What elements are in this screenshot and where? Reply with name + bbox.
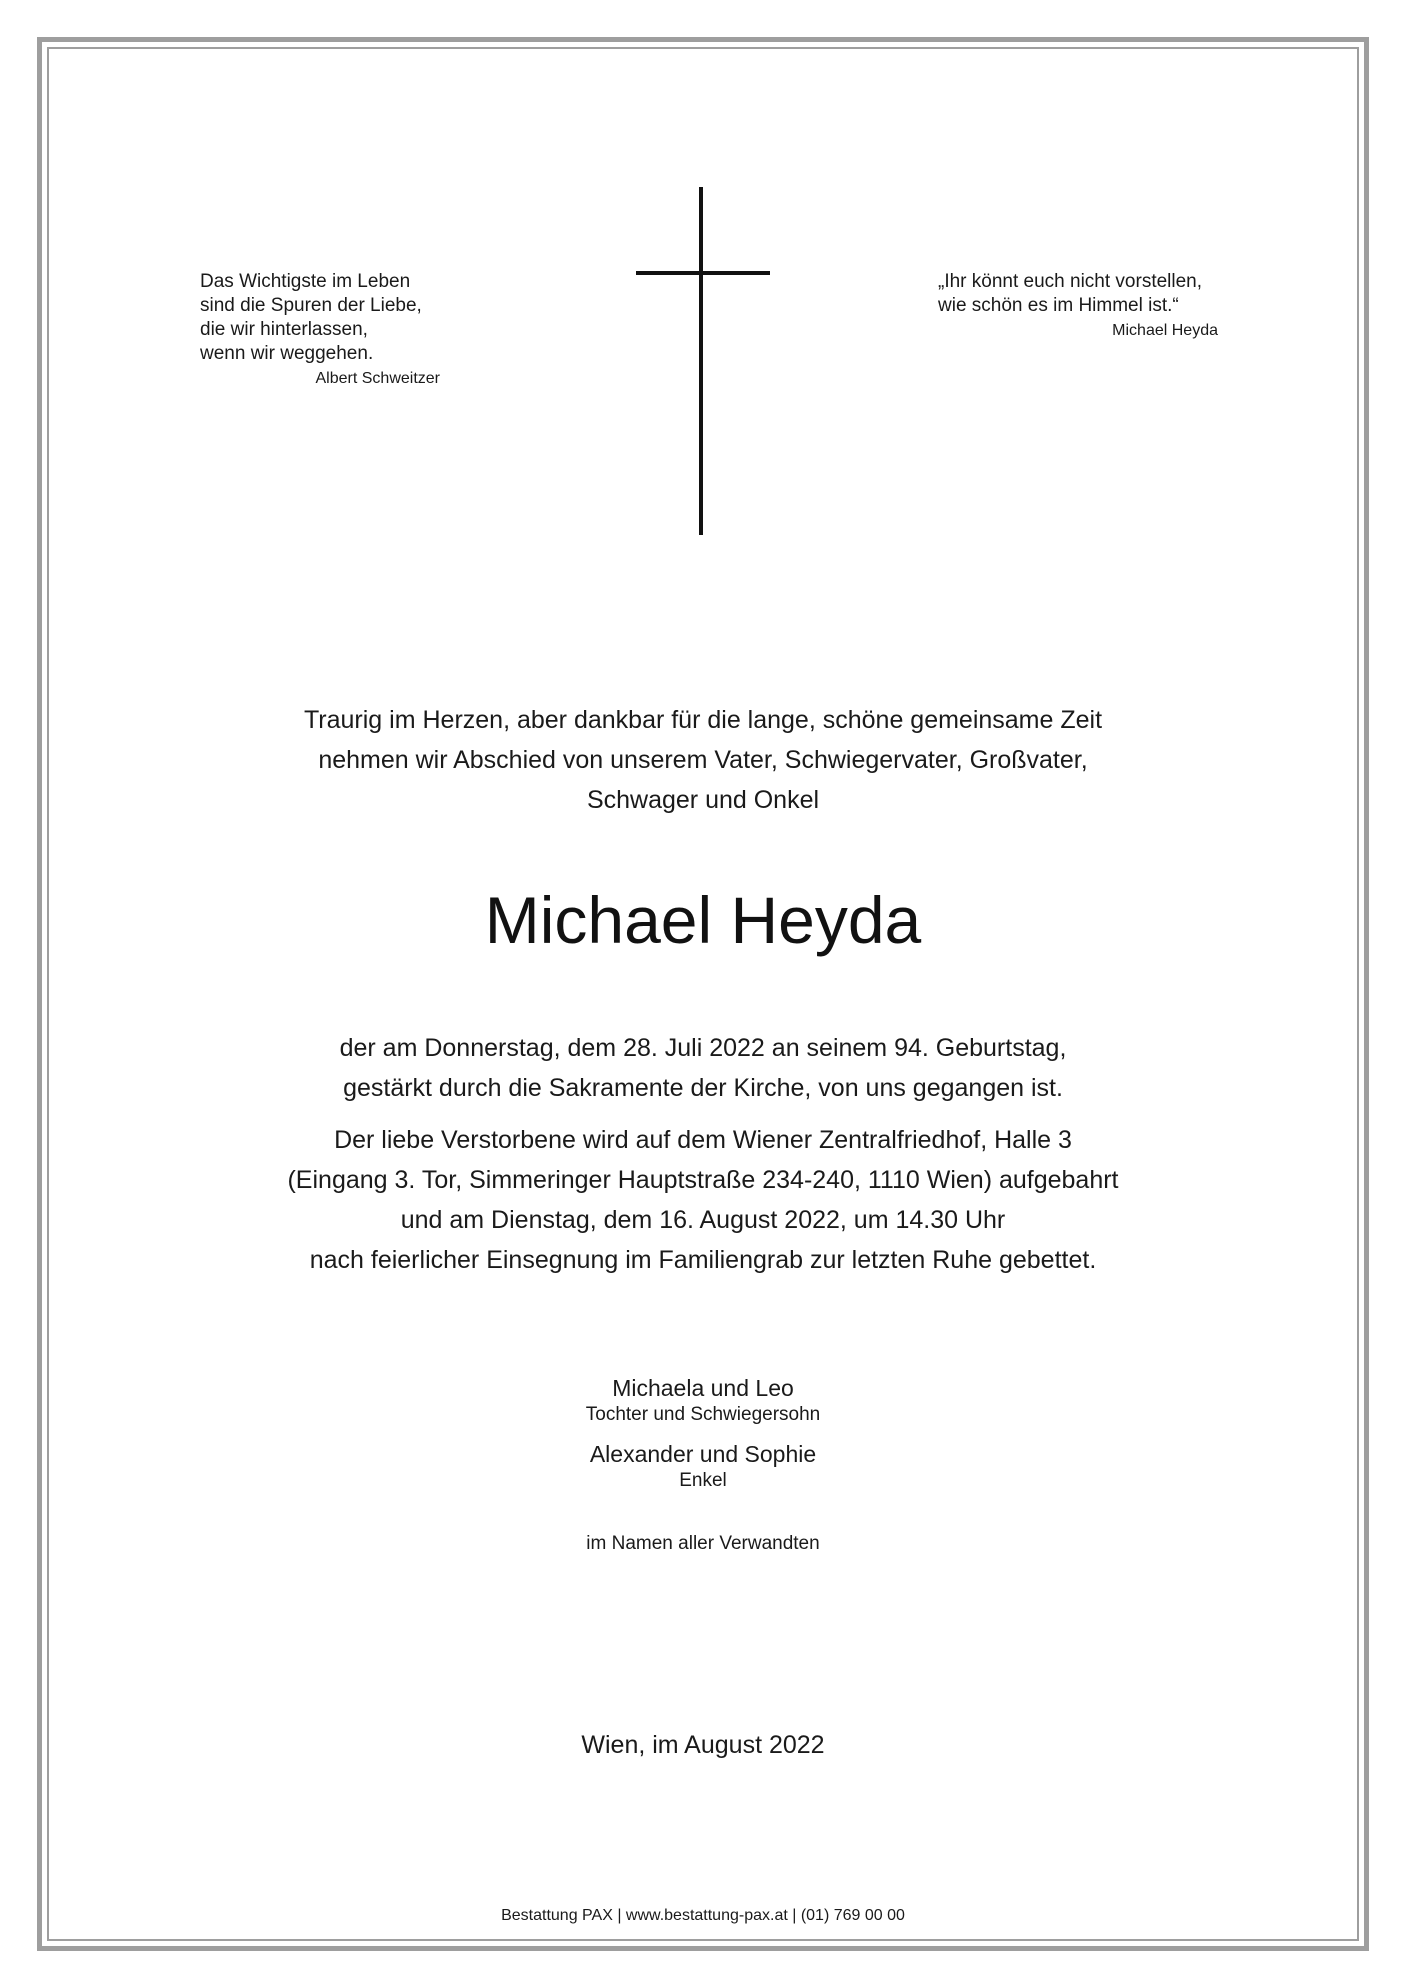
place-date: Wien, im August 2022 bbox=[581, 1731, 825, 1759]
on-behalf-text: im Namen aller Verwandten bbox=[586, 1533, 820, 1554]
deceased-name: Michael Heyda bbox=[484, 883, 922, 957]
intro-text bbox=[0, 700, 1406, 820]
quote-right-line: wie schön es im Himmel ist.“ bbox=[938, 295, 1179, 316]
quote-left-line: wenn wir weggehen. bbox=[200, 343, 374, 364]
footer-contact: Bestattung PAX | www.bestattung-pax.at | (01) 769 00 00 bbox=[501, 1907, 905, 1924]
death-notice bbox=[0, 1028, 1406, 1108]
funeral-notice-line: und am Dienstag, dem 16. August 2022, um 14.30 Uhr bbox=[400, 1206, 1006, 1234]
death-notice-line: der am Donnerstag, dem 28. Juli 2022 an seinem 94. Geburtstag, bbox=[339, 1034, 1067, 1062]
funeral-notice bbox=[0, 1120, 1406, 1280]
mourner-relation: Enkel bbox=[679, 1470, 727, 1491]
cross-icon-bar bbox=[636, 271, 770, 275]
quote-left-line: sind die Spuren der Liebe, bbox=[200, 295, 422, 316]
intro-line: nehmen wir Abschied von unserem Vater, Schwiegervater, Großvater, bbox=[318, 746, 1088, 774]
cross-icon bbox=[699, 187, 703, 535]
quote-left-author: Albert Schweitzer bbox=[315, 370, 440, 387]
intro-line: Schwager und Onkel bbox=[586, 786, 820, 814]
mourner-name: Alexander und Sophie bbox=[589, 1441, 817, 1467]
quote-right-author: Michael Heyda bbox=[1112, 322, 1218, 339]
death-notice-line: gestärkt durch die Sakramente der Kirche, von uns gegangen ist. bbox=[343, 1074, 1063, 1102]
quote-left-line: die wir hinterlassen, bbox=[200, 319, 368, 340]
quote-left bbox=[200, 270, 440, 390]
funeral-notice-line: (Eingang 3. Tor, Simmeringer Hauptstraße 234-240, 1110 Wien) aufgebahrt bbox=[287, 1166, 1119, 1194]
funeral-notice-line: nach feierlicher Einsegnung im Familiengrab zur letzten Ruhe gebettet. bbox=[309, 1246, 1097, 1274]
funeral-notice-line: Der liebe Verstorbene wird auf dem Wiener Zentralfriedhof, Halle 3 bbox=[334, 1126, 1072, 1154]
intro-line: Traurig im Herzen, aber dankbar für die lange, schöne gemeinsame Zeit bbox=[303, 706, 1103, 734]
mourner-name: Michaela und Leo bbox=[612, 1375, 794, 1401]
mourner-relation: Tochter und Schwiegersohn bbox=[585, 1404, 821, 1425]
mourners-list bbox=[0, 1373, 1406, 1505]
quote-left-line: Das Wichtigste im Leben bbox=[200, 271, 411, 292]
quote-right bbox=[938, 270, 1218, 342]
quote-right-line: „Ihr könnt euch nicht vorstellen, bbox=[938, 271, 1203, 292]
